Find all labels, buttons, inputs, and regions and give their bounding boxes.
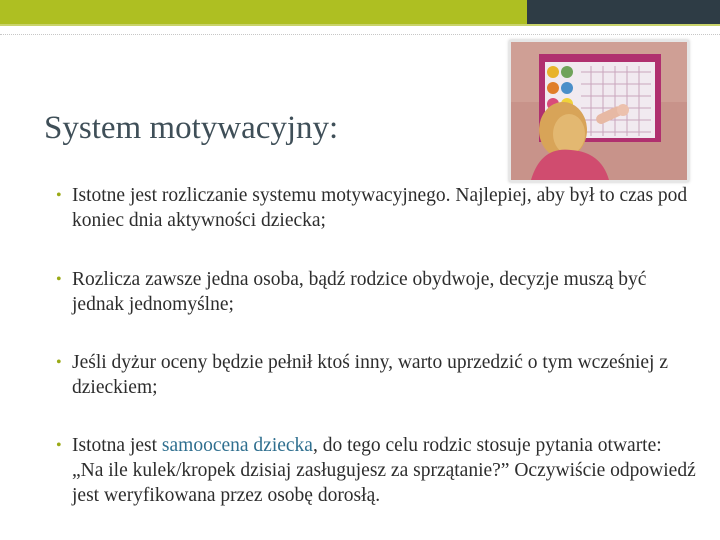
bullet-text: Istotne jest rozliczanie systemu motywacyjnego. Najlepiej, aby był to czas pod koniec dnia aktywności dziecka; [72, 185, 688, 231]
bullet-dot: • [56, 187, 62, 204]
bullet-dot: • [56, 354, 62, 371]
photo-illustration [511, 42, 687, 180]
slide-title: System motywacyjny: [44, 110, 339, 146]
bullet-item-4 [56, 433, 696, 508]
bullet-text: Rozlicza zawsze jedna osoba, bądź rodzice obydwoje, decyzje muszą być jednak jednomyślne; [72, 269, 647, 315]
child-chart-photo [509, 40, 689, 182]
bullet-text-before: Istotna jest [72, 435, 162, 456]
dotted-divider [0, 34, 720, 35]
bullet-text [72, 433, 696, 508]
bullet-dot: • [56, 437, 62, 454]
top-dark-bar [527, 0, 720, 24]
bullet-text-after: , do tego celu rodzic stosuje pytania otwarte: „Na ile kulek/kropek dzisiaj zasługujesz za sprzątanie?” Oczywiście odpowiedź jest weryfikowana przez osobę dorosłą. [72, 435, 696, 506]
bullet-item-1 [56, 183, 696, 233]
bullet-item-3 [56, 350, 696, 400]
top-accent-line [0, 24, 720, 26]
bullet-item-2 [56, 267, 696, 317]
highlight-self-assessment: samoocena dziecka [161, 435, 313, 456]
bullet-text: Jeśli dyżur oceny będzie pełnił ktoś inny, warto uprzedzić o tym wcześniej z dzieckiem; [72, 352, 668, 398]
bullet-dot: • [56, 271, 62, 288]
